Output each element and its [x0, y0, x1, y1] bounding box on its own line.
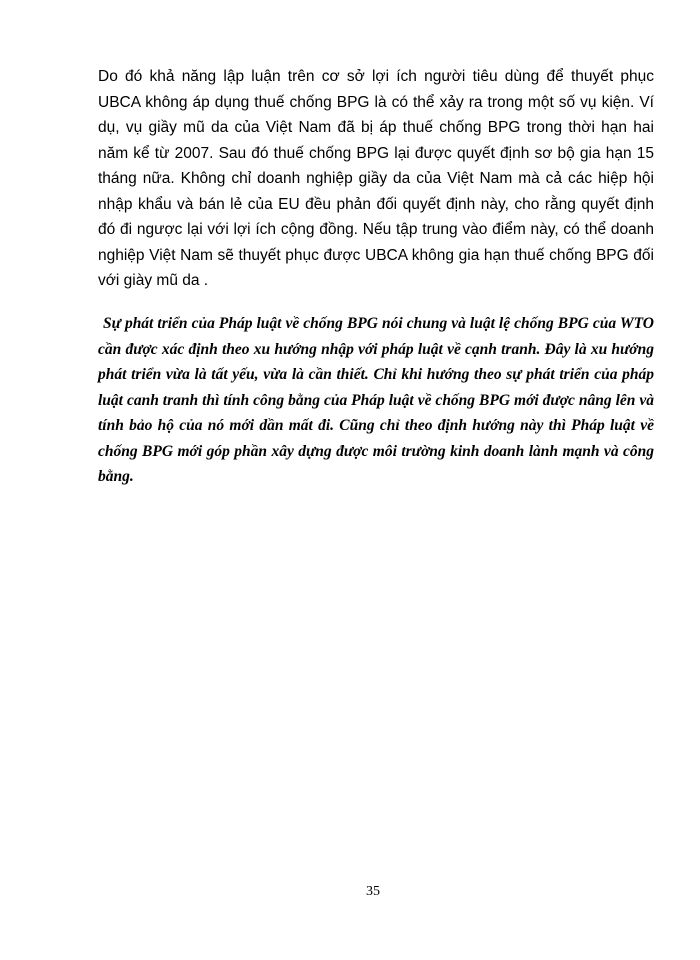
emphasized-paragraph: Sự phát triển của Pháp luật về chống BPG nói chung và luật lệ chống BPG của WTO cần được xác định theo xu hướng nhập với pháp luật về cạnh tranh. Đây là xu hướng phát triển vừa là tất yếu, vừa là cần thiết. Chỉ khi hướng theo sự phát triển của pháp luật canh tranh thì tính công bằng của Pháp luật về chống BPG mới được nâng lên và tính bảo hộ của nó mới dần mất đi. Cũng chỉ theo định hướng này thì Pháp luật về chống BPG mới góp phần xây dựng được môi trường kinh doanh lành mạnh và công bằng. — [98, 315, 654, 485]
page-number: 35 — [366, 884, 380, 899]
body-paragraph: Do đó khả năng lập luận trên cơ sở lợi ích người tiêu dùng để thuyết phục UBCA không áp dụng thuế chống BPG là có thể xảy ra trong một số vụ kiện. Ví dụ, vụ giầy mũ da của Việt Nam đã bị áp thuế chống BPG trong thời hạn hai năm kể từ 2007. Sau đó thuế chống BPG lại được quyết định sơ bộ gia hạn 15 tháng nữa. Không chỉ doanh nghiệp giầy da của Việt Nam mà cả các hiệp hội nhập khẩu và bán lẻ của EU đều phản đối quyết định này, cho rằng quyết định đó đi ngược lại với lợi ích cộng đồng. Nếu tập trung vào điểm này, có thể doanh nghiệp Việt Nam sẽ thuyết phục được UBCA không gia hạn thuế chống BPG đối với giày mũ da . — [98, 68, 654, 289]
